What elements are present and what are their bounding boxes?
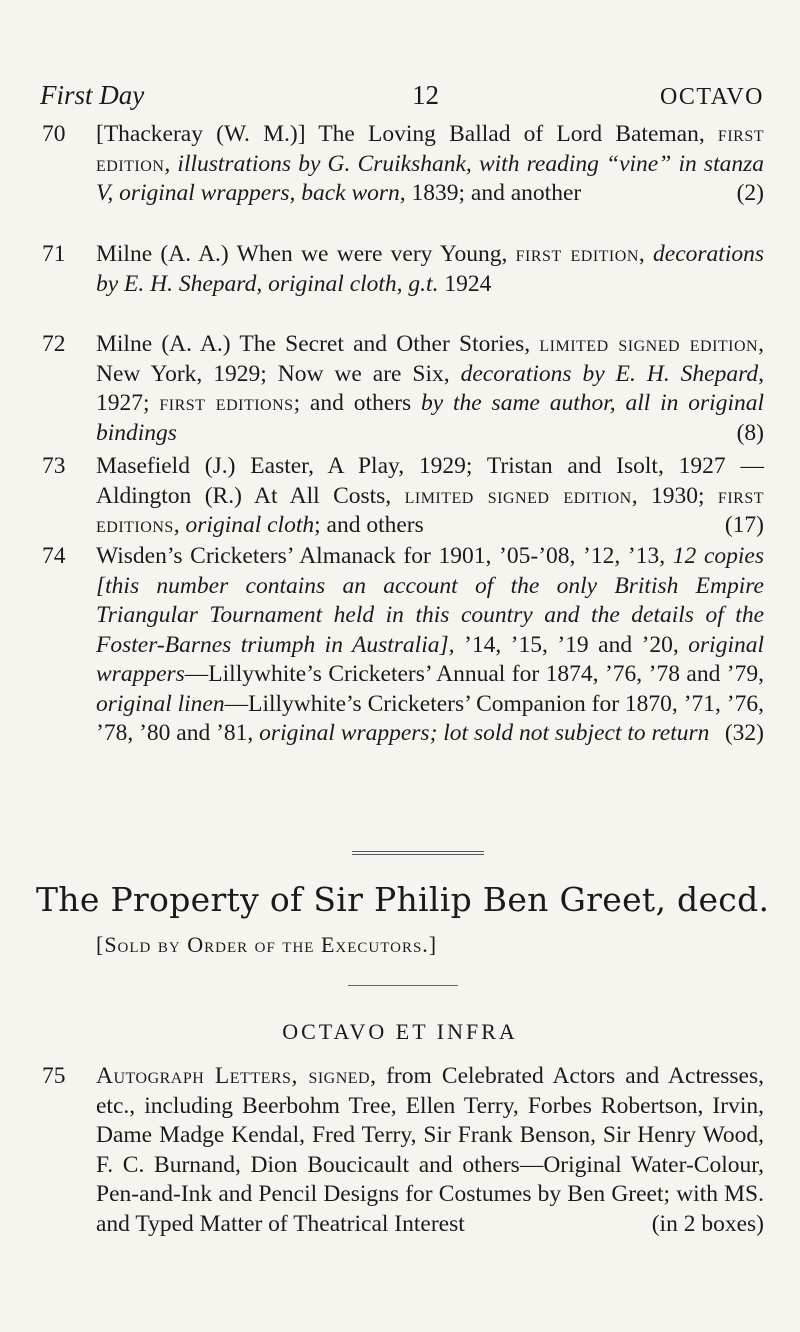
lot-text-segment: ’14, ’15, ’19 and ’20, — [454, 631, 689, 658]
lot-text-segment: 1839; and another — [405, 180, 582, 206]
sold-by-note: [Sold by Order of the Executors.] — [96, 932, 438, 957]
lot-text-segment: limited signed edition — [404, 482, 632, 509]
lot-quantity: (17) — [724, 512, 764, 538]
lot-text-segment: Autograph Letters, signed — [96, 1063, 371, 1089]
lot-description — [96, 1062, 764, 1239]
lot-quantity: (in 2 boxes) — [651, 1210, 764, 1237]
header-day: First Day — [40, 80, 145, 110]
lot-text-segment: first editions — [96, 482, 764, 538]
lot-description — [96, 330, 764, 448]
lot-text-segment: , — [638, 241, 654, 267]
lot-text-segment: Milne (A. A.) The Secret and Other Stories, — [96, 331, 540, 357]
lot-quantity: (8) — [736, 419, 764, 446]
lot-text-segment: —Lillywhite’s Cricketers’ Annual for 1874, ’76, ’78 and ’79, — [184, 661, 764, 687]
lot-number: 74 — [42, 543, 66, 569]
section-divider — [352, 851, 484, 855]
lot-text-segment: illustrations by G. Cruikshank, with reading “vine” in stanza V, original wrappers, back worn, — [96, 150, 764, 206]
lot-text-segment: decorations by E. H. Shepard, original cloth, g.t. — [96, 241, 765, 297]
lot-text-segment: original linen — [96, 690, 225, 717]
lot-text-segment: —Lillywhite’s Cricketers’ Companion for 1870, ’71, ’76, ’78, ’80 and ’81, — [96, 690, 764, 746]
lot-text-segment: limited signed edition — [539, 331, 759, 357]
subheading: OCTAVO ET INFRA — [282, 1019, 518, 1044]
lot-75 — [42, 1062, 764, 1239]
lot-text-segment: , New York, 1929; Now we are Six, — [96, 331, 764, 387]
lot-number: 72 — [42, 331, 66, 357]
lot-text-segment: 12 copies [this number contains an account of the only British Empire Triangular Tournament held in this country and the details of the Foster-Barnes triumph in Australia], — [96, 543, 764, 658]
lot-quantity: (32) — [724, 720, 764, 746]
header-section: OCTAVO — [660, 84, 764, 110]
lot-text-segment: ; and others — [314, 512, 424, 538]
lot-text-segment: original cloth — [185, 512, 315, 538]
lot-description — [96, 542, 764, 749]
lot-text-segment: Masefield (J.) Easter, A Play, 1929; Tristan and Isolt, 1927 —Aldington (R.) At All Costs, — [96, 453, 764, 509]
lot-text-segment: , from Celebrated Actors and Actresses, etc., including Beerbohm Tree, Ellen Terry, Forbes Robertson, Irvin, Dame Madge Kendal, Fred Terry, Sir Frank Benson, Sir Henry Wood, F. C. Burnand, Dion Boucicault and others—Original Water-Colour, Pen-and-Ink and Pencil Designs for Costumes by Ben Greet; with MS. and Typed Matter of Theatrical Interest — [96, 1063, 764, 1237]
lot-72 — [42, 330, 764, 448]
lot-text-segment: 1927; — [96, 390, 160, 416]
running-head — [40, 80, 764, 111]
lot-text-segment: , — [173, 512, 186, 538]
lot-description — [96, 120, 764, 209]
lot-number: 75 — [42, 1063, 66, 1089]
lot-text-segment: by the same author, all in original bindings — [96, 390, 764, 446]
lot-text-segment: first edition — [96, 121, 764, 177]
page-number: 12 — [412, 80, 439, 110]
lot-text-segment: Wisden’s Cricketers’ Almanack for 1901, ’05-’08, ’12, ’13, — [96, 543, 673, 569]
lot-number: 70 — [42, 121, 66, 147]
lot-description — [96, 240, 764, 299]
lot-text-segment: , 1930; — [631, 482, 718, 509]
lot-description — [96, 452, 764, 541]
lot-text-segment: original wrappers — [96, 631, 764, 687]
lot-70 — [42, 120, 764, 209]
lot-text-segment: , — [164, 150, 178, 177]
lot-text-segment: original wrappers; lot sold not subject to return — [259, 720, 710, 746]
lot-73 — [42, 452, 764, 541]
subsection-divider — [348, 985, 458, 986]
lot-text-segment: 1924 — [438, 270, 492, 297]
lot-text-segment: ; and others — [293, 390, 421, 416]
property-heading: The Property of Sir Philip Ben Greet, decd. — [36, 880, 770, 919]
lot-text-segment: Milne (A. A.) When we were very Young, — [96, 241, 516, 267]
lot-quantity: (2) — [736, 180, 764, 206]
lot-number: 71 — [42, 241, 66, 267]
lot-text-segment: [Thackeray (W. M.)] The Loving Ballad of Lord Bateman, — [96, 121, 718, 147]
lot-71 — [42, 240, 764, 299]
lot-text-segment: first editions — [159, 390, 294, 416]
lot-text-segment: first edition — [515, 241, 639, 267]
lot-text-segment: decorations by E. H. Shepard, — [460, 360, 764, 387]
lot-74 — [42, 542, 764, 749]
lot-number: 73 — [42, 453, 66, 479]
